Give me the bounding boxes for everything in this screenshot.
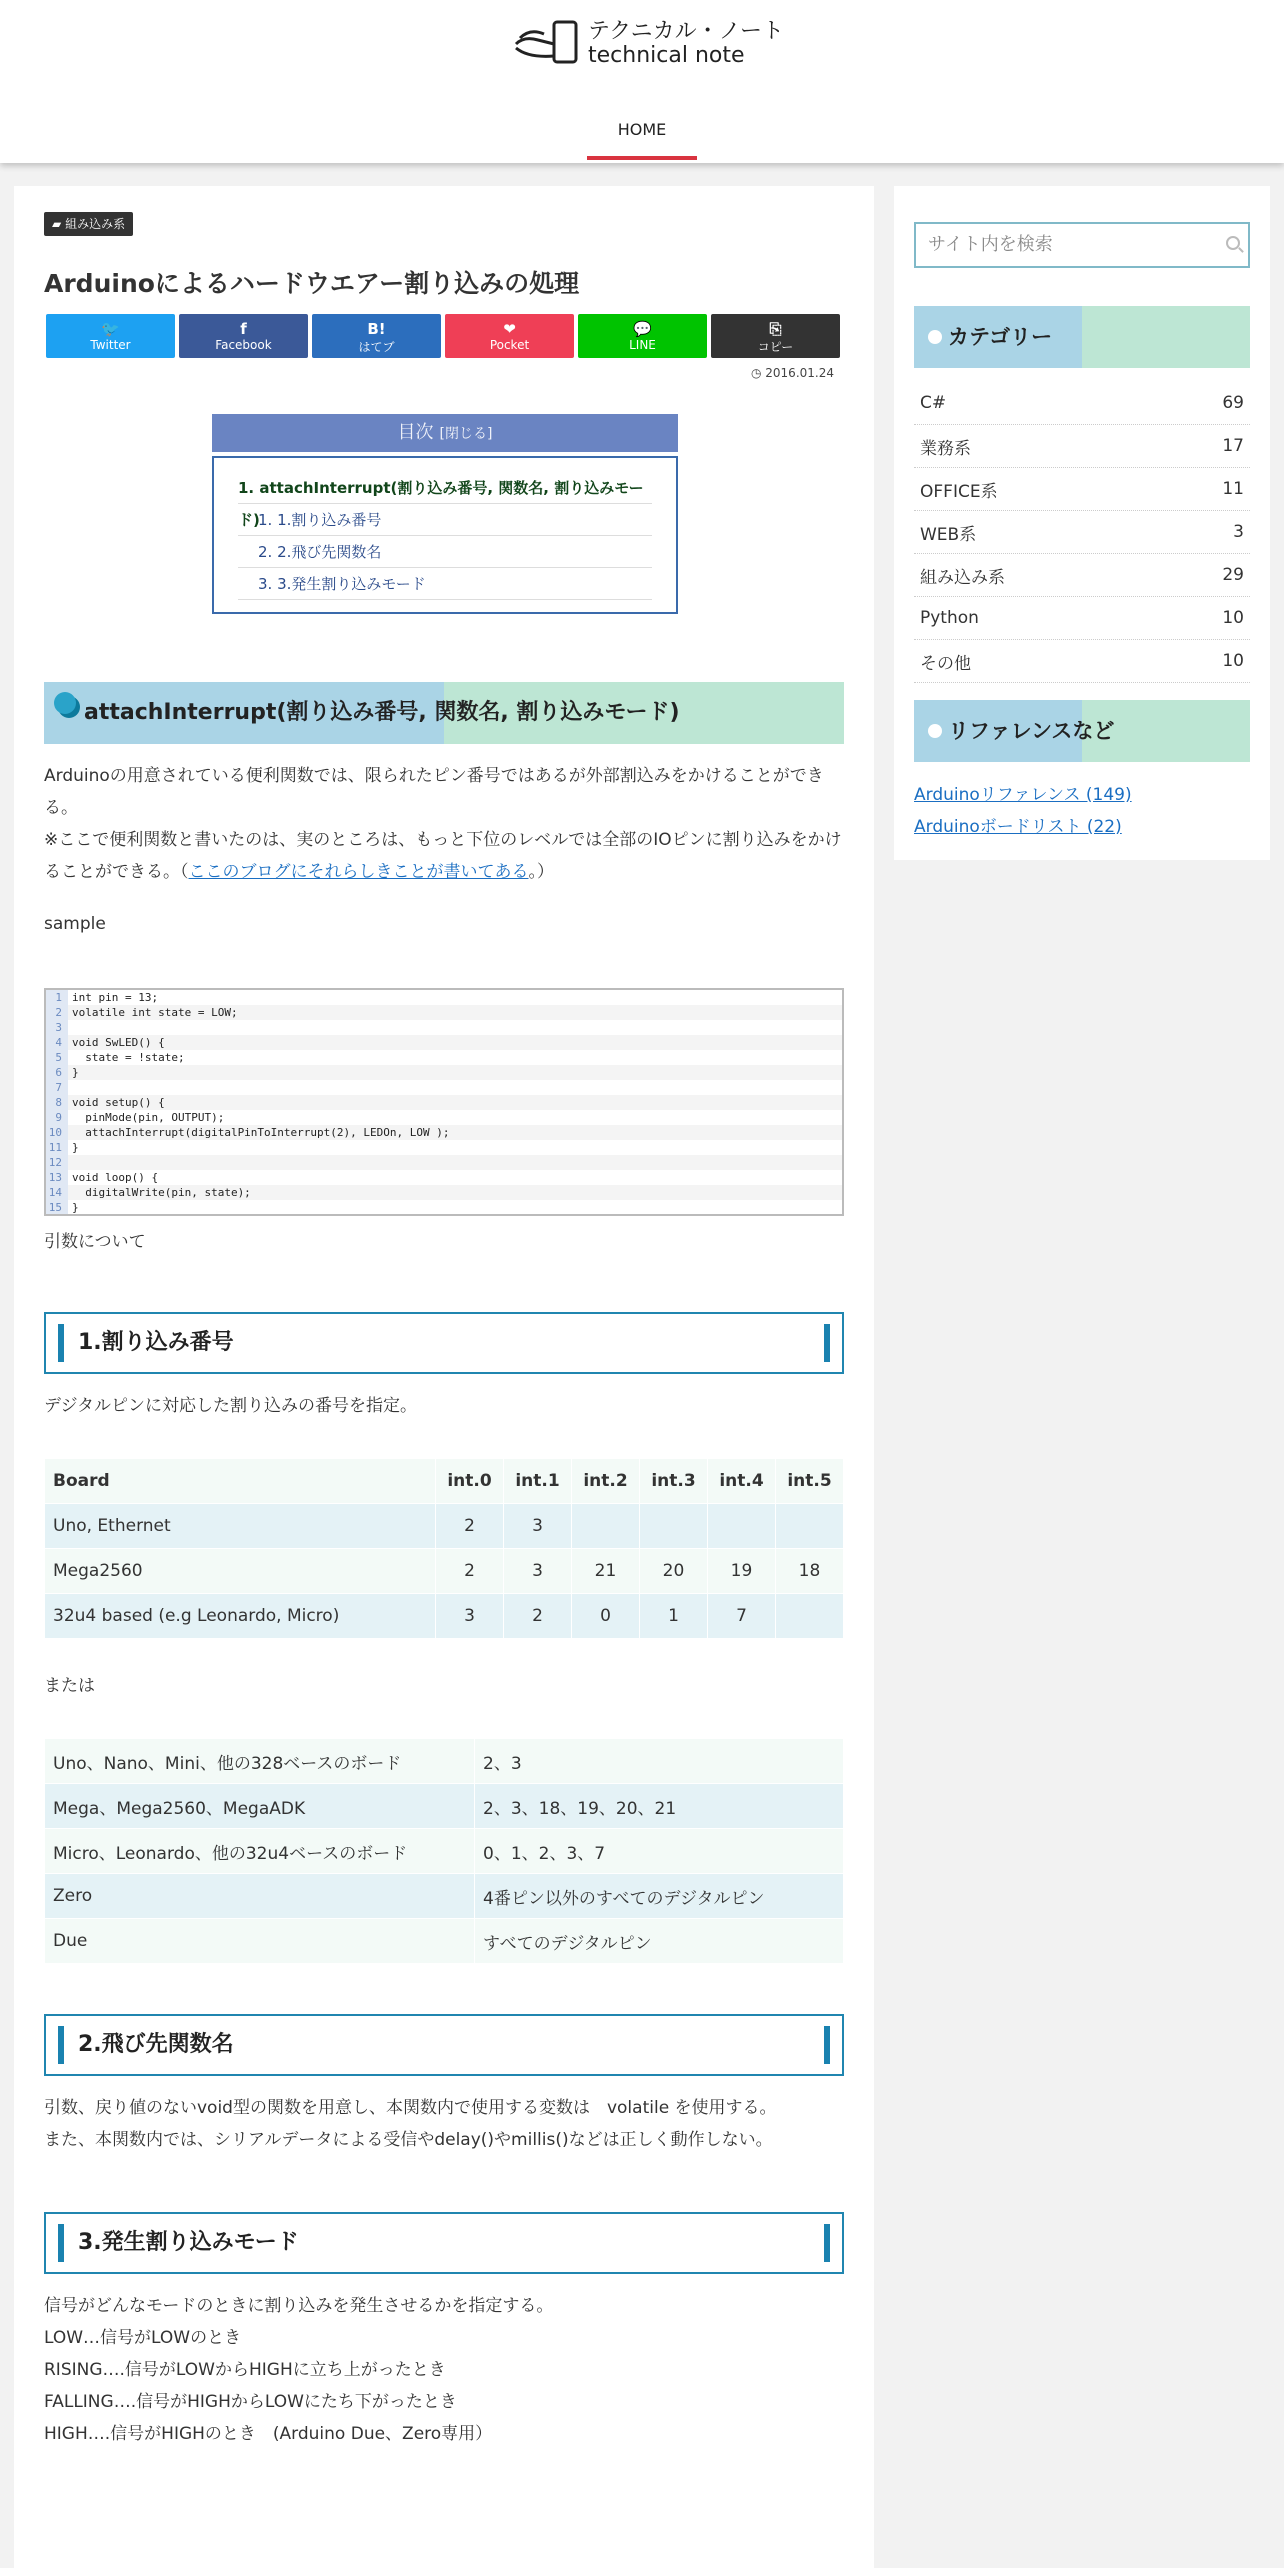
code-text: int pin = 13; xyxy=(72,991,159,1004)
code-text: } xyxy=(72,1201,79,1214)
share-label: Pocket xyxy=(489,338,530,352)
sidebar xyxy=(894,186,1270,860)
code-line xyxy=(46,1095,842,1110)
nav-home[interactable]: HOME xyxy=(587,100,697,160)
share-line-button[interactable] xyxy=(578,314,707,358)
share-label: コピー xyxy=(757,340,794,354)
share-label: Facebook xyxy=(215,338,272,352)
h3-3-desc xyxy=(44,2290,854,2450)
code-line xyxy=(46,1110,842,1125)
code-line xyxy=(46,990,842,1005)
logo-ja: テクニカル・ノート xyxy=(588,19,785,44)
category-count: 10 xyxy=(1222,608,1244,628)
share-facebook-button[interactable] xyxy=(179,314,308,358)
category-item[interactable] xyxy=(914,425,1250,468)
table-cell: Uno, Ethernet xyxy=(45,1504,436,1549)
category-item[interactable] xyxy=(914,382,1250,425)
table-cell: 20 xyxy=(640,1549,708,1594)
search-input[interactable] xyxy=(914,222,1250,268)
category-count: 29 xyxy=(1222,565,1244,585)
interrupt-table xyxy=(44,1458,844,1639)
table-header-cell: int.2 xyxy=(572,1459,640,1504)
category-item[interactable] xyxy=(914,597,1250,640)
copy-icon: ⎘ xyxy=(769,320,782,338)
or-label: または xyxy=(44,1676,95,1696)
table-cell: 1 xyxy=(640,1594,708,1639)
mode-line: RISING….信号がLOWからHIGHに立ち上がったとき xyxy=(44,2360,446,2380)
post-date-value: 2016.01.24 xyxy=(765,366,834,380)
line-number: 6 xyxy=(46,1065,68,1080)
line-number: 4 xyxy=(46,1035,68,1050)
table-cell: 32u4 based (e.g Leonardo, Micro) xyxy=(45,1594,436,1639)
code-text: pinMode(pin, OUTPUT); xyxy=(72,1111,225,1124)
search-placeholder: サイト内を検索 xyxy=(928,234,1053,255)
category-name: その他 xyxy=(920,653,971,674)
code-line xyxy=(46,1035,842,1050)
category-name: Python xyxy=(920,608,979,628)
clock-icon: ◷ xyxy=(750,366,762,380)
category-count: 69 xyxy=(1222,393,1244,413)
table-cell: Micro、Leonardo、他の32u4ベースのボード xyxy=(45,1829,475,1874)
ref-link-arduino-boards[interactable]: Arduinoボードリスト (22) xyxy=(914,817,1122,837)
table-cell: Mega、Mega2560、MegaADK xyxy=(45,1784,475,1829)
intro-line-1: Arduinoの用意されている便利関数では、限られたピン番号ではあるが外部割込みをかけることができる。 xyxy=(44,766,824,818)
line-number: 7 xyxy=(46,1080,68,1095)
site-logo[interactable] xyxy=(514,18,784,70)
category-name: 業務系 xyxy=(920,438,971,459)
h3-2-line: また、本関数内では、シリアルデータによる受信やdelay()やmillis()などは正しく動作しない。 xyxy=(44,2130,773,2150)
code-text: } xyxy=(72,1141,79,1154)
table-cell: 2 xyxy=(436,1504,504,1549)
toc-item[interactable]: 1. 1.割り込み番号 xyxy=(238,504,652,536)
line-number: 8 xyxy=(46,1095,68,1110)
table-row xyxy=(45,1829,844,1874)
board-pin-table xyxy=(44,1738,844,1964)
toc-toggle[interactable]: [閉じる] xyxy=(439,426,493,442)
code-text: void setup() { xyxy=(72,1096,165,1109)
code-text: } xyxy=(72,1066,79,1079)
table-cell: 2、3 xyxy=(475,1739,844,1784)
code-text: void SwLED() { xyxy=(72,1036,165,1049)
category-widget-title xyxy=(914,306,1250,368)
sample-label: sample xyxy=(44,914,106,934)
table-cell: Mega2560 xyxy=(45,1549,436,1594)
ref-link-arduino-reference[interactable]: Arduinoリファレンス (149) xyxy=(914,785,1132,805)
line-number: 9 xyxy=(46,1110,68,1125)
line-number: 12 xyxy=(46,1155,68,1170)
table-cell xyxy=(572,1504,640,1549)
code-line xyxy=(46,1020,842,1035)
line-number: 10 xyxy=(46,1125,68,1140)
line-number: 2 xyxy=(46,1005,68,1020)
site-header xyxy=(0,0,1284,163)
share-hatebu-button[interactable] xyxy=(312,314,441,358)
category-count: 10 xyxy=(1222,651,1244,671)
section-heading-h3-2: 2.飛び先関数名 xyxy=(44,2014,844,2076)
code-line xyxy=(46,1080,842,1095)
mode-line: FALLING….信号がHIGHからLOWにたち下がったとき xyxy=(44,2392,457,2412)
heading-dot-icon xyxy=(54,692,76,714)
table-cell xyxy=(776,1504,844,1549)
hatebu-icon: B! xyxy=(367,320,386,338)
table-header-cell: int.1 xyxy=(504,1459,572,1504)
line-number: 5 xyxy=(46,1050,68,1065)
table-cell: Zero xyxy=(45,1874,475,1919)
code-text: volatile int state = LOW; xyxy=(72,1006,238,1019)
facebook-icon: f xyxy=(240,320,247,338)
post-date xyxy=(751,366,834,380)
category-item[interactable] xyxy=(914,554,1250,597)
intro-text: ※ここで便利関数と書いたのは、実のところは、もっと下位のレベルでは全部のIOピンに割り込みをかけることができる。（ xyxy=(44,830,842,882)
table-row xyxy=(45,1784,844,1829)
category-list xyxy=(914,382,1250,683)
table-cell: Due xyxy=(45,1919,475,1964)
h3-1-desc: デジタルピンに対応した割り込みの番号を指定。 xyxy=(44,1396,417,1416)
section-heading-h3-1: 1.割り込み番号 xyxy=(44,1312,844,1374)
blog-link[interactable]: ここのブログにそれらしきことが書いてある xyxy=(188,862,529,882)
line-icon: 💬 xyxy=(633,320,652,338)
table-row xyxy=(45,1594,844,1639)
post-title: Arduinoによるハードウエアー割り込みの処理 xyxy=(44,269,580,298)
table-header-cell: int.0 xyxy=(436,1459,504,1504)
code-text xyxy=(68,1080,72,1095)
intro-line-2 xyxy=(44,824,854,888)
toc-header xyxy=(212,414,678,452)
code-text: attachInterrupt(digitalPinToInterrupt(2), LEDOn, LOW ); xyxy=(72,1126,450,1139)
table-header-cell: int.3 xyxy=(640,1459,708,1504)
twitter-icon: 🐦 xyxy=(101,320,120,338)
table-cell xyxy=(708,1504,776,1549)
code-text xyxy=(68,1020,72,1035)
category-item[interactable] xyxy=(914,511,1250,554)
h3-2-line: 引数、戻り値のないvoid型の関数を用意し、本関数内で使用する変数は volatile を使用する。 xyxy=(44,2098,777,2118)
table-row xyxy=(45,1549,844,1594)
table-cell: 3 xyxy=(436,1594,504,1639)
line-number: 15 xyxy=(46,1200,68,1215)
code-block[interactable] xyxy=(44,988,844,1216)
section-heading-h2 xyxy=(44,682,844,744)
table-cell: 3 xyxy=(504,1504,572,1549)
mode-line: 信号がどんなモードのときに割り込みを発生させるかを指定する。 xyxy=(44,2296,554,2316)
main-content xyxy=(14,186,874,2568)
table-row xyxy=(45,1919,844,1964)
code-line xyxy=(46,1185,842,1200)
h2-text: attachInterrupt(割り込み番号, 関数名, 割り込みモード) xyxy=(84,700,680,725)
folder-icon: ▰ xyxy=(52,217,62,231)
code-line xyxy=(46,1125,842,1140)
table-header-cell: int.5 xyxy=(776,1459,844,1504)
table-cell: 2 xyxy=(504,1594,572,1639)
table-cell: 0、1、2、3、7 xyxy=(475,1829,844,1874)
args-label: 引数について xyxy=(44,1232,146,1252)
toc-item[interactable]: 1. attachInterrupt(割り込み番号, 関数名, 割り込みモード) xyxy=(238,472,652,504)
table-cell: Uno、Nano、Mini、他の328ベースのボード xyxy=(45,1739,475,1784)
table-cell: 7 xyxy=(708,1594,776,1639)
pocket-icon: ❤ xyxy=(503,320,516,338)
category-count: 3 xyxy=(1233,522,1244,542)
hand-tablet-logo-icon xyxy=(514,18,584,70)
intro-text-end: 。） xyxy=(528,862,554,882)
mode-line: HIGH….信号がHIGHのとき (Arduino Due、Zero専用） xyxy=(44,2424,493,2444)
share-label: Twitter xyxy=(90,338,131,352)
toc-title: 目次 xyxy=(397,422,434,443)
table-cell: 21 xyxy=(572,1549,640,1594)
logo-text xyxy=(588,20,784,68)
intro-paragraph xyxy=(44,760,854,888)
table-row xyxy=(45,1504,844,1549)
reference-title-text: リファレンスなど xyxy=(948,719,1115,743)
code-text: void loop() { xyxy=(72,1171,159,1184)
table-cell: 2 xyxy=(436,1549,504,1594)
line-number: 14 xyxy=(46,1185,68,1200)
table-of-contents xyxy=(212,414,678,614)
line-number: 13 xyxy=(46,1170,68,1185)
table-cell xyxy=(776,1594,844,1639)
category-name: 組み込み系 xyxy=(920,567,1005,588)
code-line xyxy=(46,1155,842,1170)
code-text: digitalWrite(pin, state); xyxy=(72,1186,251,1199)
reference-widget-title xyxy=(914,700,1250,762)
code-line xyxy=(46,1140,842,1155)
category-name: C# xyxy=(920,393,947,413)
table-header-cell: Board xyxy=(45,1459,436,1504)
category-item[interactable] xyxy=(914,640,1250,683)
search-icon[interactable] xyxy=(1226,236,1240,250)
line-number: 3 xyxy=(46,1020,68,1035)
code-text: state = !state; xyxy=(72,1051,185,1064)
table-row xyxy=(45,1739,844,1784)
code-text xyxy=(68,1155,72,1170)
category-name: WEB系 xyxy=(920,524,977,545)
table-cell: 2、3、18、19、20、21 xyxy=(475,1784,844,1829)
table-cell: 19 xyxy=(708,1549,776,1594)
table-cell: 4番ピン以外のすべてのデジタルピン xyxy=(475,1874,844,1919)
share-copy-button[interactable] xyxy=(711,314,840,358)
h3-2-desc xyxy=(44,2092,854,2156)
category-count: 11 xyxy=(1222,479,1244,499)
table-header-row xyxy=(45,1459,844,1504)
table-header-cell: int.4 xyxy=(708,1459,776,1504)
category-badge[interactable] xyxy=(44,212,133,236)
mode-line: LOW…信号がLOWのとき xyxy=(44,2328,242,2348)
logo-en: technical note xyxy=(588,43,745,68)
code-line xyxy=(46,1200,842,1215)
table-cell xyxy=(640,1504,708,1549)
toc-body xyxy=(212,456,678,614)
line-number: 1 xyxy=(46,990,68,1005)
category-count: 17 xyxy=(1222,436,1244,456)
section-heading-h3-3: 3.発生割り込みモード xyxy=(44,2212,844,2274)
table-cell: 18 xyxy=(776,1549,844,1594)
share-pocket-button[interactable] xyxy=(445,314,574,358)
heading-dot-icon xyxy=(928,724,942,738)
table-cell: 3 xyxy=(504,1549,572,1594)
code-line xyxy=(46,1050,842,1065)
code-line xyxy=(46,1170,842,1185)
share-twitter-button[interactable] xyxy=(46,314,175,358)
share-label: LINE xyxy=(629,338,656,352)
toc-item[interactable]: 2. 2.飛び先関数名 xyxy=(238,536,652,568)
category-item[interactable] xyxy=(914,468,1250,511)
category-badge-label: 組み込み系 xyxy=(65,217,126,231)
line-number: 11 xyxy=(46,1140,68,1155)
table-cell: すべてのデジタルピン xyxy=(475,1919,844,1964)
share-label: はてブ xyxy=(358,340,395,354)
category-title-text: カテゴリー xyxy=(948,325,1053,349)
share-buttons xyxy=(46,314,840,358)
heading-dot-icon xyxy=(928,330,942,344)
category-name: OFFICE系 xyxy=(920,481,998,502)
table-cell: 0 xyxy=(572,1594,640,1639)
table-row xyxy=(45,1874,844,1919)
toc-item[interactable]: 3. 3.発生割り込みモード xyxy=(238,568,652,600)
code-line xyxy=(46,1065,842,1080)
code-line xyxy=(46,1005,842,1020)
